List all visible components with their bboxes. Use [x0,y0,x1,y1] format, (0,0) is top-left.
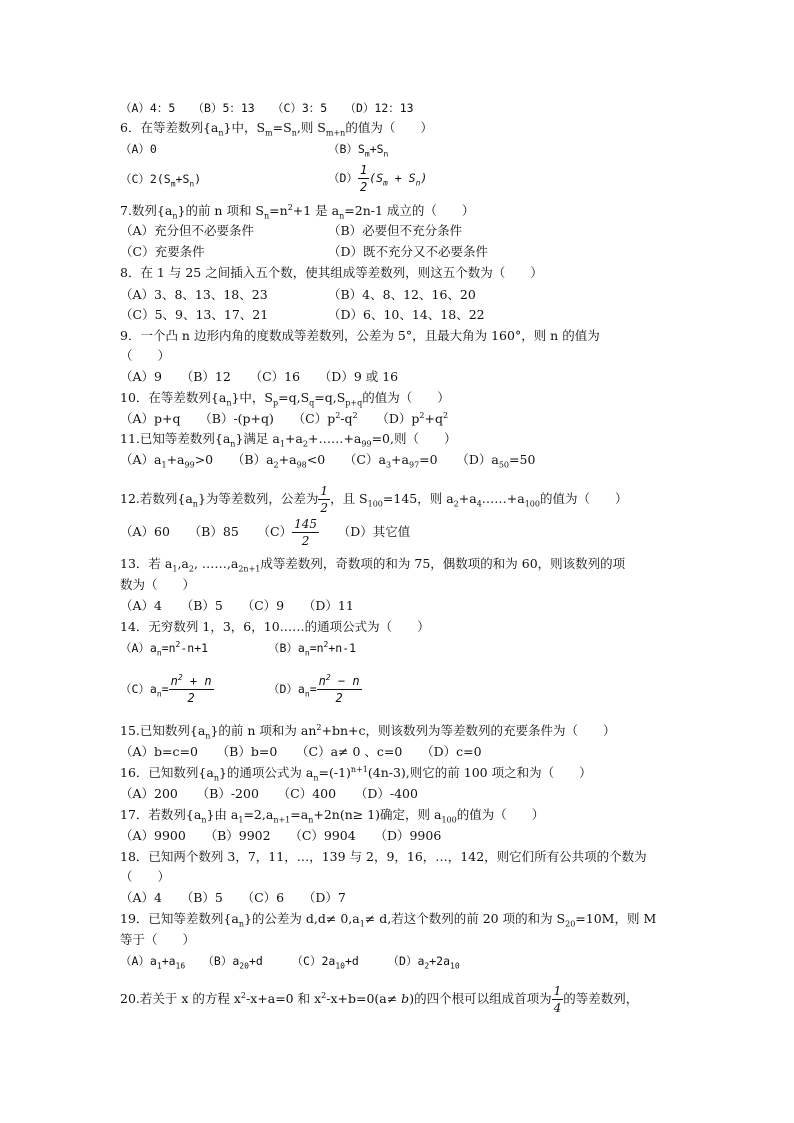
q14-option-d: $(D)a_n=$ $\frac{n^2 - n}{2}$ [268,673,360,705]
question-19-cont: 等于（ ） [120,932,196,947]
question-17: 17．若数列$\{a_n\}$由 $a_1=2,a_{n+1}=a_n+2n(n\ge 1)$确定，则 $a_{100}$的值为（ ） [120,807,545,825]
q8-option-b: （B）4、8、12、16、20 [328,287,476,302]
q19-options: $(A)a_1+a_{16}$ $(B)a_{20}+d$ $(C)2a_{10}+d$ $(D)a_2+2a_{10}$ [120,954,460,971]
question-7: 7.数列$\{a_n\}$的前 n 项和 $S_n=n^2+1$ 是 $a_n=2n-1$ 成立的（ ） [120,202,475,221]
q7-option-c: （C）充要条件 [120,244,205,259]
q7-option-a: （A）充分但不必要条件 [120,223,255,238]
q7-option-d: （D）既不充分又不必要条件 [328,244,489,259]
question-11: 11.已知等差数列$\{a_n\}$满足 $a_1+a_2+\dots\dots+a_{99}=0$,则（ ） [120,431,457,449]
q9-options: （A）9 （B）12 （C）16 （D）9 或 16 [120,369,399,384]
question-14: 14．无穷数列 1，3，6，10……的通项公式为（ ） [120,619,430,634]
question-19: 19．已知等差数列$\{a_n\}$的公差为 $d,d\ne 0,a_1\ne d$,若这个数列的前 20 项的和为 $S_{20}=10M$，则 M [120,911,657,929]
question-9-blank: （ ） [120,348,171,363]
q14-option-b: $(B)a_n=n^2+n-1$ [268,640,357,658]
q13-options: （A）4 （B）5 （C）9 （D）11 [120,598,354,613]
question-8: 8．在 1 与 25 之间插入五个数，使其组成等差数列，则这五个数为（ ） [120,265,543,280]
q14-option-c: $(C)a_n=$ $\frac{n^2 + n}{2}$ [120,673,212,705]
q8-option-a: （A）3、8、13、18、23 [120,287,268,302]
question-13: 13．若 $a_1,a_2$, $\dots\dots,a_{2n+1}$成等差数列，奇数项的和为 75，偶数项的和为 60，则该数列的项 [120,556,626,574]
q6-option-c: $(C)2(S_m+S_n)$ [120,172,202,189]
question-20: 20.若关于 x 的方程 $x^2-x+a=0$ 和 $x^2-x+b=0(a\ne b)$的四个根可以组成首项为 $\frac{1}{4}$ 的等差数列， [120,984,639,1015]
q16-options: （A）200 （B）-200 （C）400 （D）-400 [120,786,418,801]
q18-options: （A）4 （B）5 （C）6 （D）7 [120,890,346,905]
question-13-cont: 数为（ ） [120,577,196,592]
question-18-blank: （ ） [120,869,171,884]
q6-option-a: （A）0 [120,142,157,156]
q8-option-d: （D）6、10、14、18、22 [328,307,485,322]
question-15: 15.已知数列$\{a_n\}$的前 n 项和为 $an^2+bn+c$，则该数列为等差数列的充要条件为（ ） [120,722,616,741]
question-10: 10．在等差数列$\{a_n\}$中，$S_p=q,S_q=q,S_{p+q}$的值为（ ） [120,390,450,408]
q12-options: （A）60 （B）85 （C） $\frac{145}{2}$ （D）其它值 [120,517,411,548]
q11-options: $(A)a_1+a_{99}>0$ $(B)a_2+a_{98}<0$ $(C)a_3+a_{97}=0$ $(D)a_{50}=50$ [120,452,536,470]
question-12: 12.若数列$\{a_n\}$为等差数列，公差为 $\frac{1}{2}$ ，且 $S_{100}=145$，则 $a_2+a_4\dots\dots+a_{100}$的值为（ ） [120,484,628,515]
q5-options: （A）4：5 （B）5：13 （C）3：5 （D）12：13 [120,101,414,115]
q17-options: （A）9900 （B）9902 （C）9904 （D）9906 [120,828,442,843]
q14-option-a: $(A)a_n=n^2-n+1$ [120,640,209,658]
question-18: 18．已知两个数列 3，7，11，…，139 与 2，9，16，…，142，则它们所有公共项的个数为 [120,849,647,864]
q10-options: （A）p+q （B）-(p+q) $(C)p^2-q^2$ $(D)p^2+q^2$ [120,410,449,426]
q6-option-d: （D） $\frac{1}{2}$ $(S_m + S_n)$ [328,163,428,194]
question-9: 9．一个凸 n 边形内角的度数成等差数列，公差为 5°，且最大角为 160°，则 n 的值为 [120,328,600,343]
q8-option-c: （C）5、9、13、17、21 [120,307,269,322]
question-6: 6．在等差数列$\{a_n\}$中，$S_m=S_n$,则 $S_{m+n}$的值为（ ） [120,120,433,138]
q15-options: （A）b=c=0 （B）b=0 （C）a≠ 0 、c=0 （D）c=0 [120,744,482,759]
question-16: 16．已知数列$\{a_n\}$的通项公式为 $a_n=(-1)^{n+1}(4n-3)$,则它的前 100 项之和为（ ） [120,764,592,783]
q6-option-b: $(B)S_m+S_n$ [328,142,389,159]
q7-option-b: （B）必要但不充分条件 [328,223,463,238]
